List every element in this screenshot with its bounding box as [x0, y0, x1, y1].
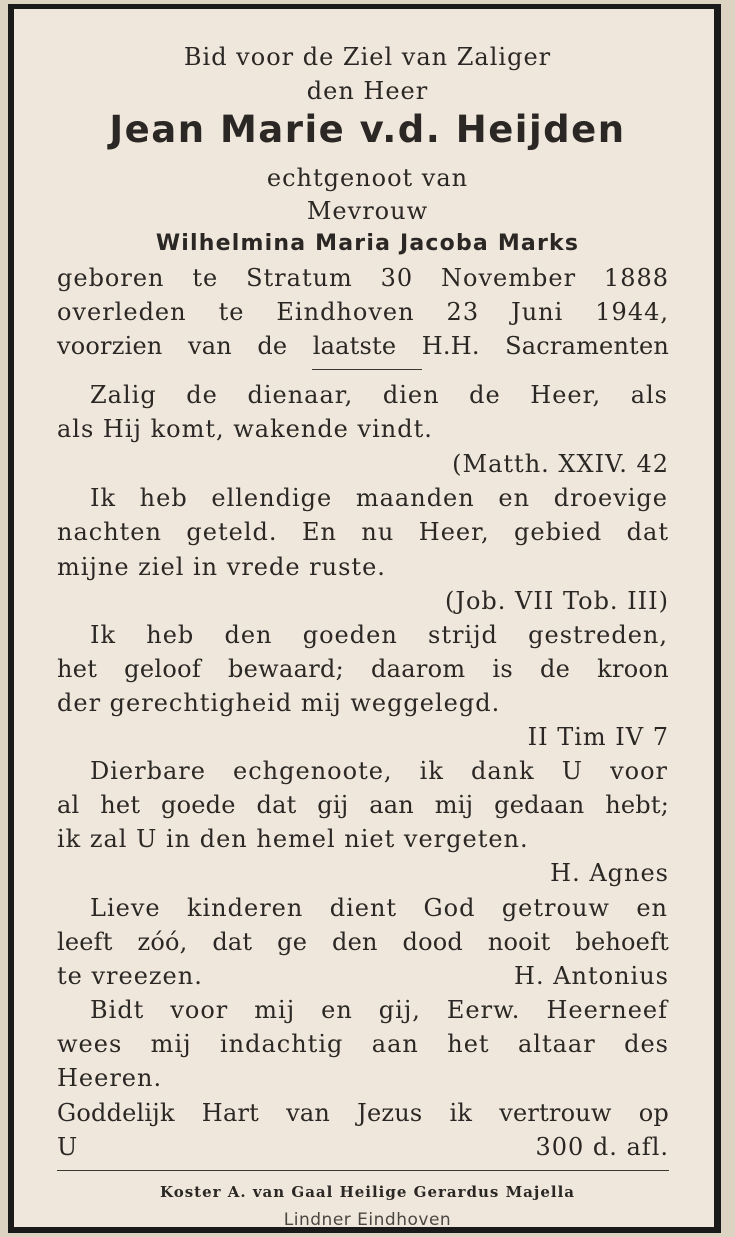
quote6-line2 — [57, 1029, 669, 1059]
quote5-line1 — [90, 893, 668, 923]
birth-line — [57, 263, 669, 293]
quote-text: Goddelijk Hart van Jezus ik vertrouw op — [57, 1099, 669, 1127]
quote2-line2 — [57, 517, 669, 547]
quote4-line2 — [57, 790, 669, 820]
quote-text: al het goede dat gij aan mij gedaan hebt; — [57, 791, 669, 819]
sacraments-text: voorzien van de laatste H.H. Sacramenten — [57, 332, 669, 360]
quote2-source: (Job. VII Tob. III) — [445, 587, 669, 615]
header-divider — [312, 369, 422, 370]
quote-text: Dierbare echgenoote, ik dank U voor — [90, 757, 668, 785]
printer-line: Koster A. van Gaal Heilige Gerardus Majella — [160, 1183, 575, 1201]
quote4-line1 — [90, 756, 668, 786]
sacraments-line — [57, 331, 669, 361]
quote1-source: (Matth. XXIV. 42 — [452, 450, 669, 478]
quote4-source: H. Agnes — [550, 859, 669, 887]
quote5-line3: te vreezen. — [57, 962, 203, 990]
spouse-title: Mevrouw — [306, 197, 429, 225]
quote2-line1 — [90, 483, 668, 513]
deceased-name: Jean Marie v.d. Heijden — [109, 108, 626, 151]
quote2-line3: mijne ziel in vrede ruste. — [57, 553, 386, 581]
quote-text: Ik heb den goeden strijd gestreden, — [90, 621, 668, 649]
quote5-source: H. Antonius — [514, 962, 669, 990]
quote-text: leeft zóó, dat ge den dood nooit behoeft — [57, 928, 669, 956]
invocation-line: Bid voor de Ziel van Zaliger — [183, 43, 552, 71]
quote1-line1 — [90, 380, 668, 410]
quote4-line3: ik zal U in den hemel niet vergeten. — [57, 825, 529, 853]
quote-text: Zalig de dienaar, dien de Heer, als — [90, 381, 668, 409]
printer-stamp: Lindner Eindhoven — [283, 1210, 452, 1230]
quote-text: Lieve kinderen dient God getrouw en — [90, 894, 668, 922]
quote3-source: II Tim IV 7 — [527, 723, 669, 751]
indulgence: 300 d. afl. — [535, 1133, 669, 1161]
quote7-line2: U — [57, 1133, 79, 1161]
spouse-name: Wilhelmina Maria Jacoba Marks — [155, 231, 580, 256]
quote-text: het geloof bewaard; daarom is de kroon — [57, 655, 669, 683]
quote6-line1 — [90, 995, 668, 1025]
quote-text: Bidt voor mij en gij, Eerw. Heerneef — [90, 996, 668, 1024]
birth-text: geboren te Stratum 30 November 1888 — [57, 264, 669, 292]
quote3-line1 — [90, 620, 668, 650]
quote7-line1 — [57, 1098, 669, 1128]
quote3-line2 — [57, 654, 669, 684]
death-line — [57, 297, 669, 327]
quote-text: wees mij indachtig aan het altaar des — [57, 1030, 669, 1058]
quote1-line2: als Hij komt, wakende vindt. — [57, 415, 433, 443]
quote6-line3: Heeren. — [57, 1064, 163, 1092]
spouse-intro: echtgenoot van — [266, 164, 469, 192]
death-text: overleden te Eindhoven 23 Juni 1944, — [57, 298, 669, 326]
quote-text: nachten geteld. En nu Heer, gebied dat — [57, 518, 669, 546]
title-line: den Heer — [306, 77, 429, 105]
footer-divider — [57, 1170, 669, 1171]
quote-text: Ik heb ellendige maanden en droevige — [90, 484, 668, 512]
quote3-line3: der gerechtigheid mij weggelegd. — [57, 689, 501, 717]
quote5-line2 — [57, 927, 669, 957]
